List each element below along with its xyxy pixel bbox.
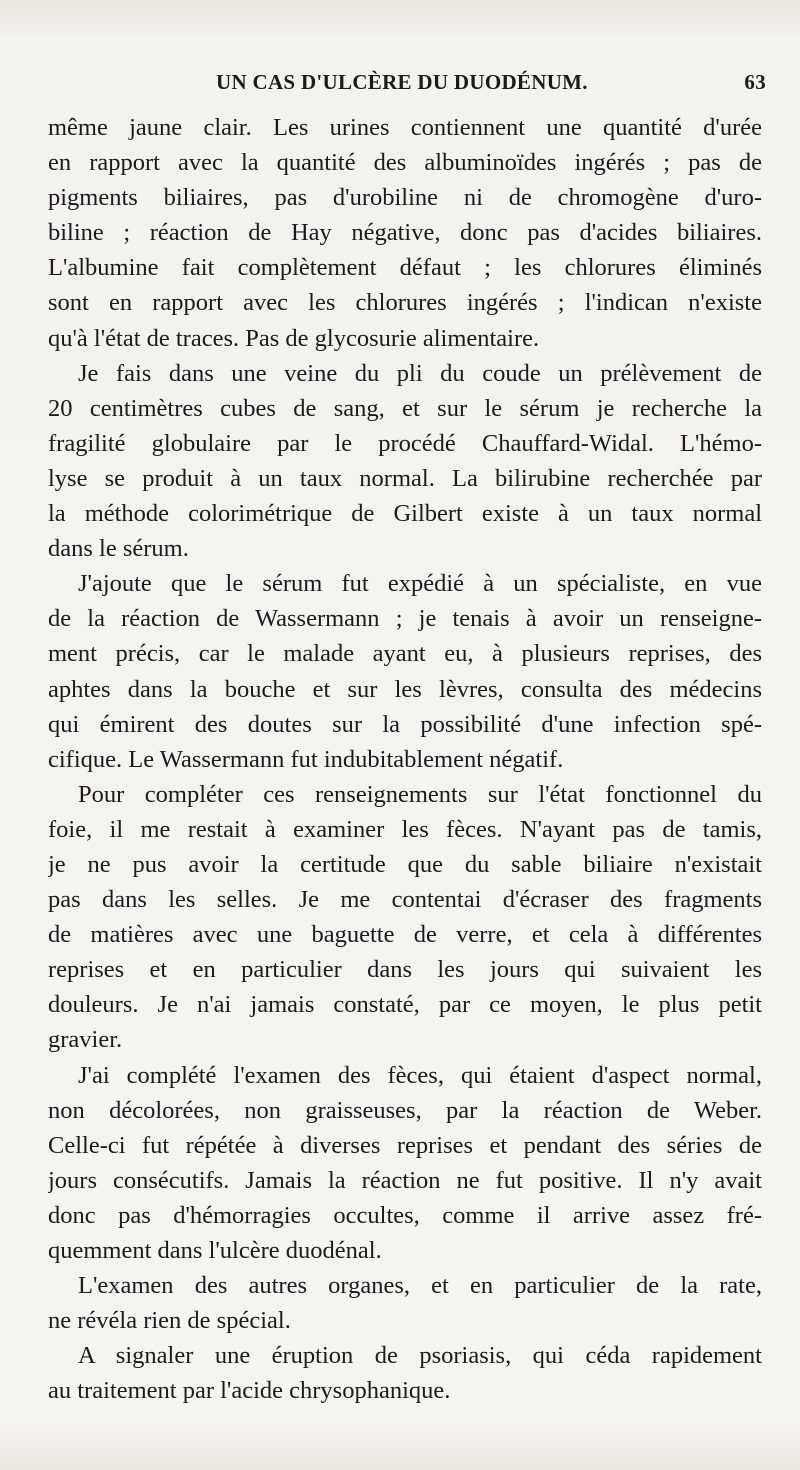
text-line: ne révéla rien de spécial.: [48, 1307, 291, 1335]
text-line: douleurs. Je n'ai jamais constaté, par ce moyen, le plus petit: [48, 991, 762, 1019]
text-line: sont en rapport avec les chlorures ingérés ; l'indican n'existe: [48, 289, 762, 317]
text-line: ment précis, car le malade ayant eu, à plusieurs reprises, des: [48, 640, 762, 668]
text-line: gravier.: [48, 1026, 123, 1054]
text-line: quemment dans l'ulcère duodénal.: [48, 1237, 382, 1264]
text-line: de la réaction de Wassermann ; je tenais à avoir un renseigne-: [48, 605, 762, 633]
text-line: pas dans les selles. Je me contentai d'écraser des fragments: [48, 886, 762, 914]
text-line: A signaler une éruption de psoriasis, qui céda rapidement: [78, 1342, 762, 1370]
text-line: même jaune clair. Les urines contiennent une quantité d'urée: [48, 114, 762, 141]
text-line: pigments biliaires, pas d'urobiline ni de chromogène d'uro-: [48, 184, 762, 212]
text-line: non décolorées, non graisseuses, par la réaction de Weber.: [48, 1096, 762, 1124]
text-line: je ne pus avoir la certitude que du sable biliaire n'existait: [48, 850, 762, 878]
text-line: L'examen des autres organes, et en particulier de la rate,: [78, 1272, 762, 1300]
text-line: cifique. Le Wassermann fut indubitablement négatif.: [48, 745, 564, 773]
text-line: Pour compléter ces renseignements sur l'état fonctionnel du: [78, 780, 762, 808]
text-line: dans le sérum.: [48, 535, 189, 563]
text-line: en rapport avec la quantité des albuminoïdes ingérés ; pas de: [48, 149, 762, 177]
text-line: lyse se produit à un taux normal. La bilirubine recherchée par: [48, 464, 762, 492]
text-line: 20 centimètres cubes de sang, et sur le sérum je recherche la: [48, 394, 762, 422]
running-title: UN CAS D'ULCÈRE DU DUODÉNUM.: [216, 70, 588, 94]
text-line: aphtes dans la bouche et sur les lèvres, consulta des médecins: [48, 675, 762, 703]
text-line: qu'à l'état de traces. Pas de glycosurie alimentaire.: [48, 324, 540, 352]
text-line: biline ; réaction de Hay négative, donc pas d'acides biliaires.: [48, 219, 762, 247]
text-line: Celle-ci fut répétée à diverses reprises et pendant des séries de: [48, 1131, 762, 1159]
text-line: reprises et en particulier dans les jours qui suivaient les: [48, 956, 762, 984]
text-line: qui émirent des doutes sur la possibilité d'une infection spé-: [48, 710, 762, 738]
body-text: [48, 110, 762, 1408]
text-line: fragilité globulaire par le procédé Chauffard-Widal. L'hémo-: [48, 429, 762, 457]
running-header: [216, 70, 776, 102]
text-line: jours consécutifs. Jamais la réaction ne fut positive. Il n'y avait: [48, 1166, 762, 1194]
text-line: Je fais dans une veine du pli du coude un prélèvement de: [78, 359, 762, 387]
text-line: au traitement par l'acide chrysophanique.: [48, 1377, 451, 1405]
text-line: J'ajoute que le sérum fut expédié à un spécialiste, en vue: [78, 570, 762, 598]
text-line: donc pas d'hémorragies occultes, comme il arrive assez fré-: [48, 1201, 762, 1229]
text-line: la méthode colorimétrique de Gilbert existe à un taux normal: [48, 500, 762, 528]
text-line: L'albumine fait complètement défaut ; les chlorures éliminés: [48, 254, 762, 282]
text-line: de matières avec une baguette de verre, et cela à différentes: [48, 921, 762, 949]
page-number: 63: [744, 70, 766, 94]
text-line: J'ai complété l'examen des fèces, qui étaient d'aspect normal,: [78, 1061, 762, 1089]
text-line: foie, il me restait à examiner les fèces. N'ayant pas de tamis,: [48, 815, 762, 843]
